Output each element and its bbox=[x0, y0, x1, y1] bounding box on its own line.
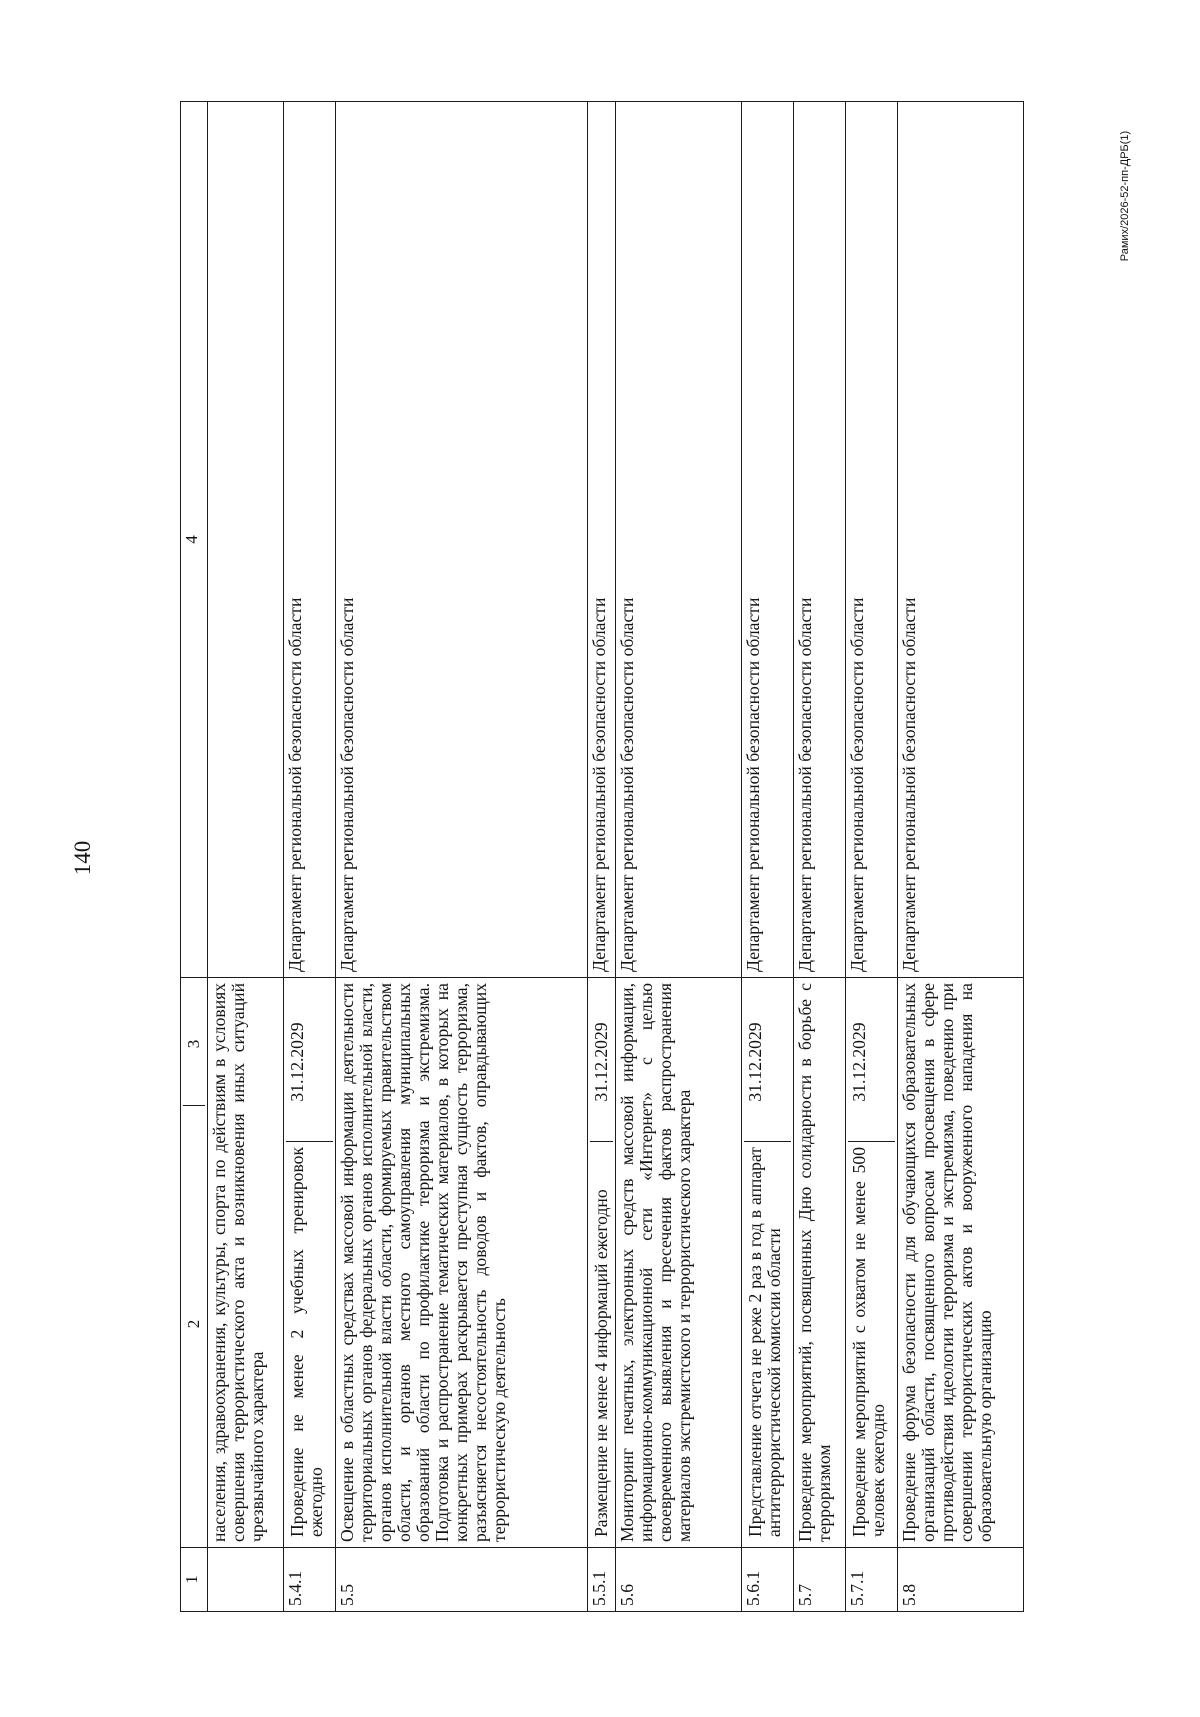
header-col-3: 3 bbox=[183, 983, 205, 1106]
row-number: 5.4.1 bbox=[284, 1548, 336, 1612]
row-number: 5.7 bbox=[794, 1548, 846, 1612]
row-responsible bbox=[208, 102, 284, 978]
measures-table bbox=[180, 101, 1024, 1612]
table-row bbox=[588, 102, 616, 1612]
table-row bbox=[898, 102, 1024, 1612]
table-row bbox=[208, 102, 284, 1612]
table-row bbox=[794, 102, 846, 1612]
row-number: 5.7.1 bbox=[846, 1548, 898, 1612]
row-number: 5.6.1 bbox=[742, 1548, 794, 1612]
header-col-1: 1 bbox=[181, 1548, 208, 1612]
row-text: Представление отчета не реже 2 раз в год в аппарат антитеррористической комиссии области bbox=[745, 1147, 785, 1537]
rotated-table-container bbox=[180, 102, 996, 1612]
row-date: 31.12.2029 bbox=[590, 983, 613, 1142]
row-text-and-date bbox=[588, 978, 616, 1548]
row-responsible: Департамент региональной безопасности области bbox=[846, 102, 898, 978]
row-date: 31.12.2029 bbox=[286, 983, 333, 1142]
row-text: Проведение мероприятий, посвященных Дню солидарности в борьбе с терроризмом bbox=[794, 978, 846, 1548]
row-responsible: Департамент региональной безопасности области bbox=[742, 102, 794, 978]
row-number: 5.6 bbox=[616, 1548, 742, 1612]
row-text: населения, здравоохранения, культуры, спорта по действиям в условиях совершения террористического акта и возникновения иных ситуаций чрезвычайного характера bbox=[208, 978, 284, 1548]
table-row bbox=[284, 102, 336, 1612]
table-row bbox=[616, 102, 742, 1612]
header-col-4: 4 bbox=[181, 102, 208, 978]
row-date: 31.12.2029 bbox=[848, 983, 895, 1142]
row-text-and-date bbox=[284, 978, 336, 1548]
header-col-2-3 bbox=[181, 978, 208, 1548]
row-text: Размещение не менее 4 информаций ежегодно bbox=[591, 1189, 612, 1537]
row-responsible: Департамент региональной безопасности области bbox=[898, 102, 1024, 978]
table-row bbox=[742, 102, 794, 1612]
document-code: Рамих/2026-52-пп-ДРБ(1) bbox=[1119, 130, 1131, 262]
header-col-2: 2 bbox=[184, 1319, 203, 1329]
row-text: Проведение не менее 2 учебных тренировок ежегодно bbox=[287, 1147, 327, 1537]
row-responsible: Департамент региональной безопасности области bbox=[616, 102, 742, 978]
row-responsible: Департамент региональной безопасности области bbox=[588, 102, 616, 978]
row-responsible: Департамент региональной безопасности области bbox=[284, 102, 336, 978]
table-row bbox=[336, 102, 588, 1612]
table-row bbox=[846, 102, 898, 1612]
row-text: Проведение форума безопасности для обучающихся образовательных организаций области, посвященного вопросам просвещения в сфере противодействия идеологии терроризма и экстремизма, поведению при совершении террористических актов и вооруженного нападения на образовательную организацию bbox=[898, 978, 1024, 1548]
row-responsible: Департамент региональной безопасности области bbox=[794, 102, 846, 978]
row-number: 5.8 bbox=[898, 1548, 1024, 1612]
row-number: 5.5.1 bbox=[588, 1548, 616, 1612]
row-text: Освещение в областных средствах массовой информации деятельности территориальных органов федеральных органов исполнительной власти, органов исполнительной власти области, формируемых правительством области, и органов местного самоуправления муниципальных образований области по профилактике терроризма и экстремизма. Подготовка и распространение тематических материалов, в которых на конкретных примерах раскрывается преступная сущность терроризма, разъясняется несостоятельность доводов и фактов, оправдывающих террористическую деятельность bbox=[336, 978, 588, 1548]
row-text: Мониторинг печатных, электронных средств массовой информации, информационно-коммуникационной сети «Интернет» с целью своевременного выявления и пресечения фактов распространения материалов экстремистского и террористического характера bbox=[616, 978, 742, 1548]
row-responsible: Департамент региональной безопасности области bbox=[336, 102, 588, 978]
row-date: 31.12.2029 bbox=[744, 983, 791, 1142]
page-number: 140 bbox=[70, 840, 95, 876]
header-row bbox=[181, 102, 208, 1612]
row-text-and-date bbox=[846, 978, 898, 1548]
row-text: Проведение мероприятий с охватом не менее 500 человек ежегодно bbox=[849, 1147, 889, 1537]
row-number bbox=[208, 1548, 284, 1612]
row-text-and-date bbox=[742, 978, 794, 1548]
row-number: 5.5 bbox=[336, 1548, 588, 1612]
